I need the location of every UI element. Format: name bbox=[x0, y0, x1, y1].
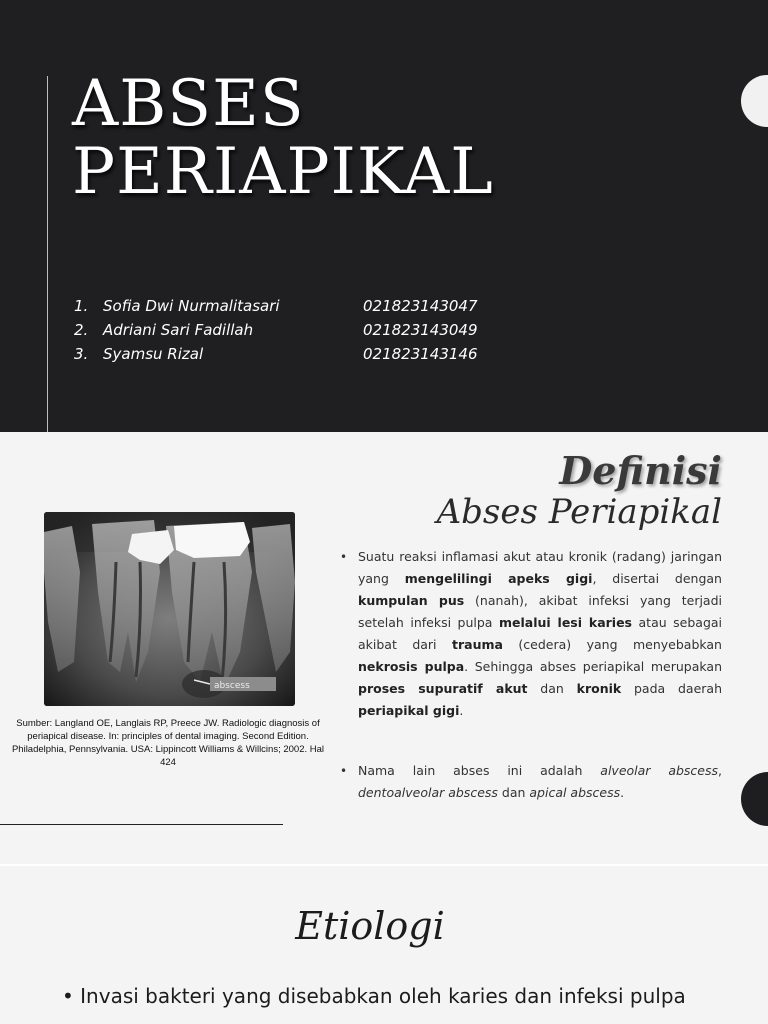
author-row bbox=[74, 294, 503, 318]
bold-text: nekrosis pulpa bbox=[358, 659, 465, 674]
decorative-circle bbox=[741, 75, 768, 127]
text-run: , disertai dengan bbox=[592, 571, 722, 586]
horizontal-divider-line bbox=[0, 824, 283, 825]
author-name: Sofia Dwi Nurmalitasari bbox=[103, 297, 280, 315]
xray-image bbox=[44, 512, 295, 706]
text-run: (cedera) yang menyebabkan bbox=[502, 637, 722, 652]
title-line-1: ABSES bbox=[72, 67, 305, 141]
image-caption: Sumber: Langland OE, Langlais RP, Preece JW. Radiologic diagnosis of periapical disease. In: principles of dental imaging. Second Edition. Philadelphia, Pennsylvania. USA: Lippincott Williams & Willcins; 2002. Hal 424 bbox=[11, 718, 325, 768]
title-slide bbox=[0, 0, 768, 432]
bullet-marker: • bbox=[340, 550, 348, 564]
author-id: 021823143047 bbox=[363, 297, 478, 315]
author-name: Adriani Sari Fadillah bbox=[103, 321, 254, 339]
definition-bullets bbox=[338, 546, 722, 804]
bold-text: kumpulan pus bbox=[358, 593, 465, 608]
text-run: (nanah), akibat infeksi yang terjadi setelah infeksi pulpa bbox=[358, 593, 722, 630]
author-row bbox=[74, 318, 503, 342]
bold-text: mengelilingi apeks gigi bbox=[404, 571, 593, 586]
text-run: Nama lain abses ini adalah bbox=[358, 763, 601, 778]
text-run: . bbox=[620, 785, 625, 800]
vertical-divider-line bbox=[47, 76, 48, 432]
text-run: , bbox=[718, 763, 723, 778]
text-run: Suatu reaksi inflamasi akut atau kronik (radang) jaringan yang bbox=[358, 549, 722, 586]
xray-drawing bbox=[44, 512, 295, 706]
italic-text: alveolar abscess bbox=[600, 763, 719, 778]
slide-subheading: Abses Periapikal bbox=[436, 492, 722, 532]
bold-text: trauma bbox=[452, 637, 503, 652]
bullet-item bbox=[62, 982, 762, 1010]
bullet-text: Invasi bakteri yang disebabkan oleh karies dan infeksi pulpa bbox=[80, 984, 686, 1008]
bold-text: melalui lesi karies bbox=[498, 615, 633, 630]
title-line-2: PERIAPIKAL bbox=[72, 135, 494, 209]
text-run: pada daerah bbox=[621, 681, 722, 696]
italic-text: apical abscess bbox=[529, 785, 621, 800]
bullet-text bbox=[358, 549, 722, 718]
bold-text: proses supuratif akut bbox=[358, 681, 528, 696]
italic-text: dentoalveolar abscess bbox=[358, 785, 498, 800]
text-run: . Sehingga abses periapikal merupakan bbox=[464, 659, 722, 674]
bullet-item bbox=[338, 546, 722, 722]
author-number: 2. bbox=[74, 321, 89, 339]
author-name: Syamsu Rizal bbox=[103, 345, 204, 363]
text-run: . bbox=[459, 703, 464, 718]
text-run: atau sebagai akibat dari bbox=[358, 615, 723, 652]
author-id: 021823143049 bbox=[363, 321, 478, 339]
etiology-slide bbox=[0, 866, 768, 1024]
definition-slide bbox=[0, 432, 768, 864]
author-row bbox=[74, 342, 503, 366]
author-id: 021823143146 bbox=[363, 345, 478, 363]
slide-heading: Definisi bbox=[559, 448, 722, 493]
bullet-item bbox=[338, 760, 722, 804]
text-run: dan bbox=[497, 785, 530, 800]
bullet-marker: • bbox=[340, 764, 348, 778]
xray-label: abscess bbox=[214, 681, 250, 691]
author-number: 3. bbox=[74, 345, 89, 363]
author-list bbox=[74, 294, 503, 366]
bullet-text bbox=[358, 763, 722, 800]
slide-title bbox=[72, 67, 494, 209]
bold-text: kronik bbox=[576, 681, 622, 696]
author-number: 1. bbox=[74, 297, 89, 315]
text-run: dan bbox=[527, 681, 577, 696]
decorative-circle bbox=[741, 772, 768, 826]
slide-heading: Etiologi bbox=[295, 904, 445, 948]
bold-text: periapikal gigi bbox=[358, 703, 460, 718]
bullet-marker: • bbox=[62, 984, 74, 1008]
